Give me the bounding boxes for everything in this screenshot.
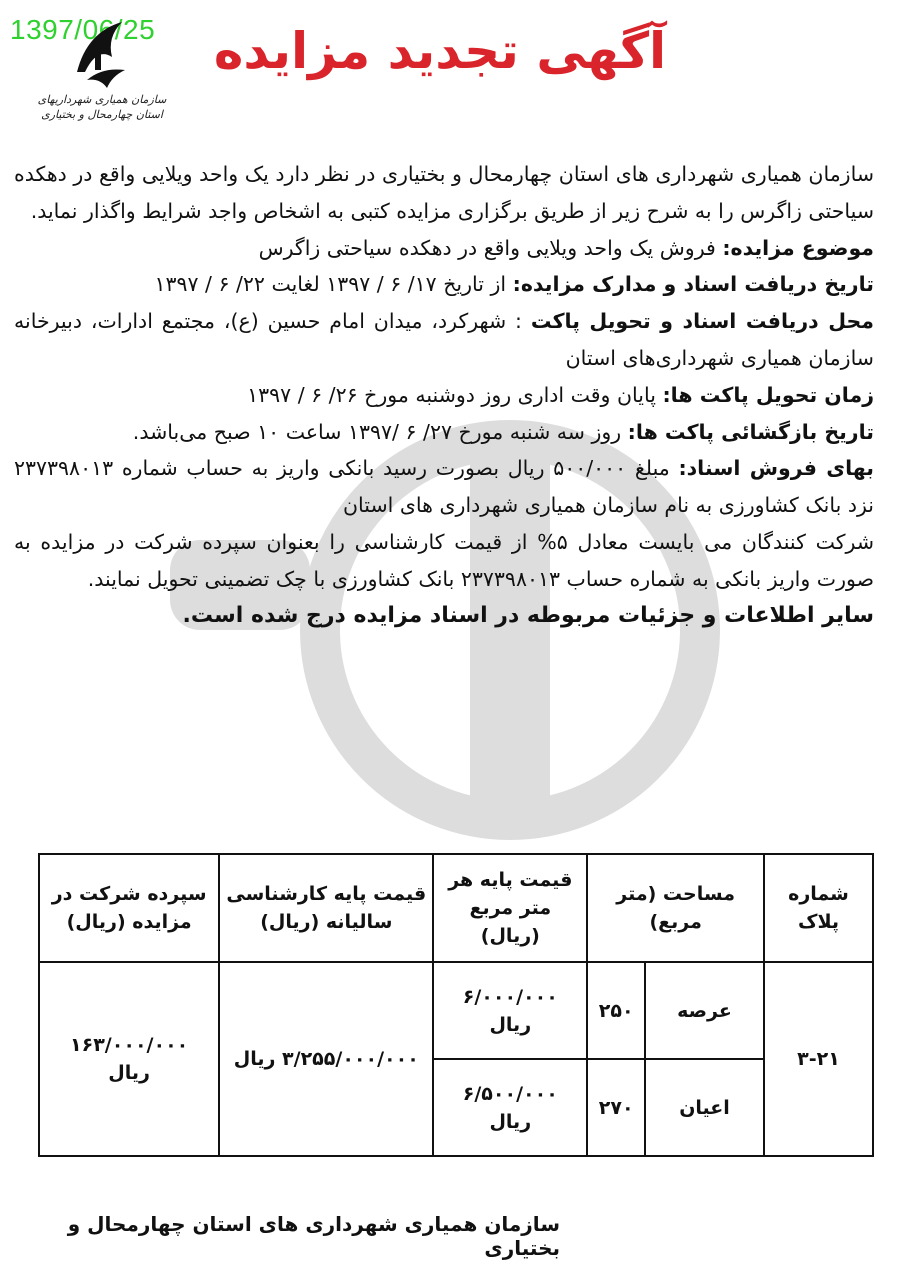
item-document-price: بهای فروش اسناد: مبلغ ۵۰۰/۰۰۰ ریال بصورت رسید بانکی واریز به حساب شماره ۲۳۷۳۹۸۰۱۳ نزد بانک کشاورزی به نام سازمان همیاری شهرداری های استان xyxy=(14,456,874,518)
cell-expert-price: ۳/۲۵۵/۰۰۰/۰۰۰ ریال xyxy=(219,962,433,1156)
cell-area: ۲۷۰ xyxy=(587,1059,645,1156)
header-plaque: شماره پلاک xyxy=(764,854,873,962)
header-area: مساحت (متر مربع) xyxy=(587,854,764,962)
logo-emblem-icon xyxy=(67,12,137,92)
date-stamp: 1397/06/25 xyxy=(10,14,156,45)
final-note: سایر اطلاعات و جزئیات مربوطه در اسناد مزایده درج شده است. xyxy=(182,602,874,628)
auction-table xyxy=(38,853,874,1157)
footer-signature: سازمان همیاری شهرداری های استان چهارمحال و بختیاری xyxy=(67,1212,560,1260)
item-location: محل دریافت اسناد و تحویل پاکت : شهرکرد، میدان امام حسین (ع)، مجتمع ادارات، دبیرخانه سازمان همیاری شهرداری‌های استان xyxy=(14,309,874,370)
organization-logo xyxy=(22,12,182,134)
item-opening-date: تاریخ بازگشائی پاکت ها: روز سه شنبه مورخ ۲۷/ ۶ /۱۳۹۷ ساعت ۱۰ صبح می‌باشد. xyxy=(132,419,874,444)
cell-unit-price: ۶/۵۰۰/۰۰۰ ریال xyxy=(433,1059,587,1156)
cell-deposit: ۱۶۳/۰۰۰/۰۰۰ ریال xyxy=(39,962,219,1156)
item-subject: موضوع مزایده: فروش یک واحد ویلایی واقع در دهکده سیاحتی زاگرس xyxy=(258,235,874,260)
deposit-paragraph: شرکت کنندگان می بایست معادل ۵% از قیمت کارشناسی را بعنوان سپرده شرکت در مزایده به صورت واریز بانکی به شماره حساب ۲۳۷۳۹۸۰۱۳ بانک کشاورزی با چک تضمینی تحویل نمایند. xyxy=(14,529,874,591)
table-header-row xyxy=(39,854,873,962)
cell-type: عرصه xyxy=(645,962,764,1059)
logo-text-line-2: استان چهارمحال و بختیاری xyxy=(41,108,163,121)
table-row xyxy=(39,962,873,1059)
cell-unit-price: ۶/۰۰۰/۰۰۰ ریال xyxy=(433,962,587,1059)
item-document-dates: تاریخ دریافت اسناد و مدارک مزایده: از تاریخ ۱۷/ ۶ / ۱۳۹۷ لغایت ۲۲/ ۶ / ۱۳۹۷ xyxy=(154,272,874,297)
cell-area: ۲۵۰ xyxy=(587,962,645,1059)
header-unit-price: قیمت پایه هر متر مربع (ریال) xyxy=(433,854,587,962)
logo-text-line-1: سازمان همیاری شهرداریهای xyxy=(37,93,167,106)
header-deposit: سپرده شرکت در مزایده (ریال) xyxy=(39,854,219,962)
header-expert-price: قیمت پایه کارشناسی سالیانه (ریال) xyxy=(219,854,433,962)
announcement-body xyxy=(14,156,874,634)
item-delivery-time: زمان تحویل پاکت ها: پایان وقت اداری روز دوشنبه مورخ ۲۶/ ۶ / ۱۳۹۷ xyxy=(247,382,874,407)
cell-plaque: ۳-۲۱ xyxy=(764,962,873,1156)
intro-paragraph: سازمان همیاری شهرداری های استان چهارمحال و بختیاری در نظر دارد یک واحد ویلایی واقع در دهکده سیاحتی زاگرس را به شرح زیر از طریق برگزاری مزایده کتبی به اشخاص واجد شرایط واگذار نماید. xyxy=(14,162,874,223)
cell-type: اعیان xyxy=(645,1059,764,1156)
page-title: آگهی تجدید مزایده xyxy=(213,22,667,80)
